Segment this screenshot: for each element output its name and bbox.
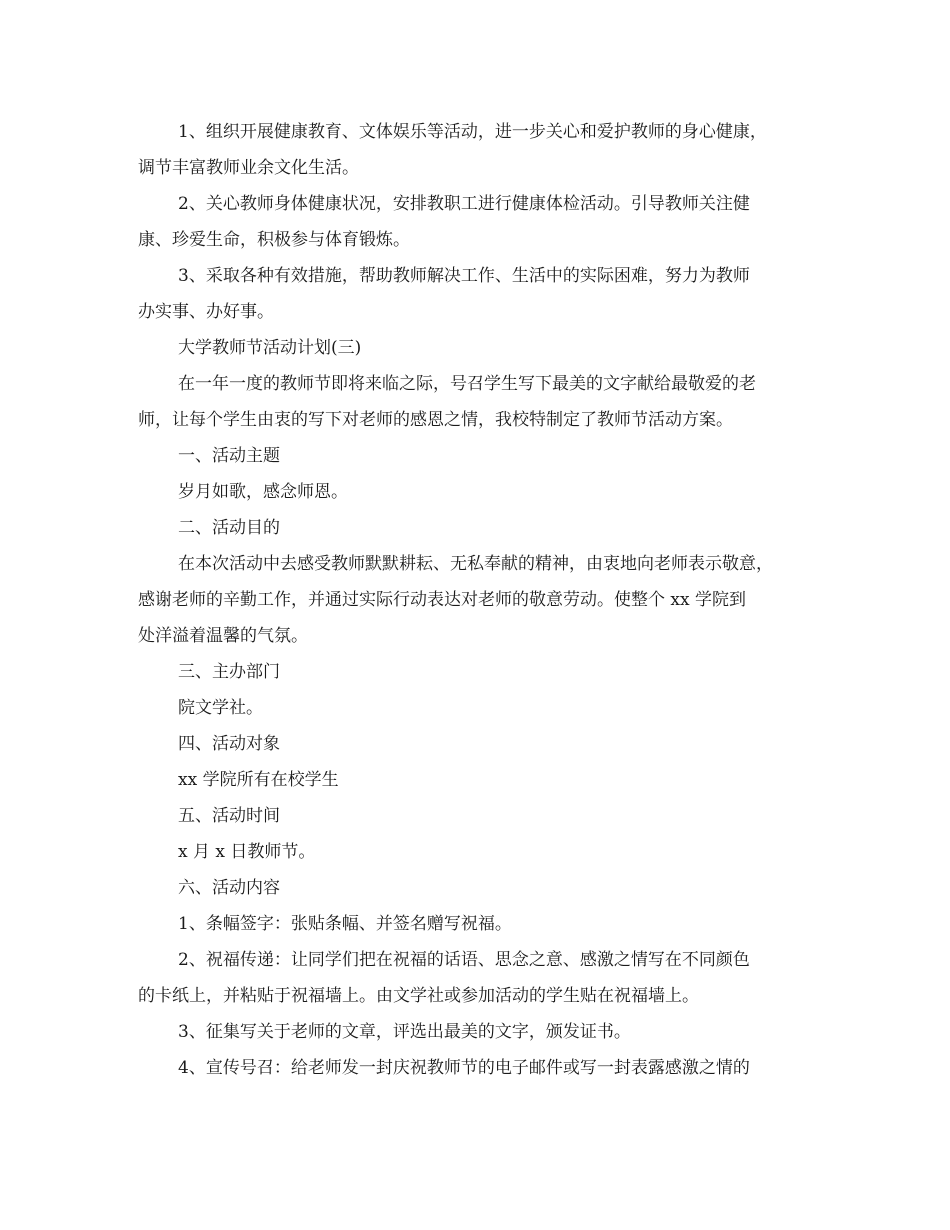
text-line: x 月 x 日教师节。 [178,842,316,862]
text-line: 1、条幅签字：张贴条幅、并签名赠写祝福。 [178,914,512,934]
section-title: 大学教师节活动计划(三) [178,338,362,358]
section-heading: 三、主办部门 [178,662,280,682]
text-line: 4、宣传号召：给老师发一封庆祝教师节的电子邮件或写一封表露感激之情的 [178,1058,750,1078]
section-heading: 二、活动目的 [178,518,280,538]
text-line: 处洋溢着温馨的气氛。 [138,626,308,646]
text-line: 2、关心教师身体健康状况，安排教职工进行健康体检活动。引导教师关注健 [178,194,750,214]
section-heading: 四、活动对象 [178,734,280,754]
text-line: 院文学社。 [178,698,263,718]
section-heading: 五、活动时间 [178,806,280,826]
section-heading: 六、活动内容 [178,878,280,898]
text-line: 师，让每个学生由衷的写下对老师的感恩之情，我校特制定了教师节活动方案。 [138,410,733,430]
text-line: 办实事、办好事。 [138,302,274,322]
text-line: 岁月如歌，感念师恩。 [178,482,348,502]
text-line: 2、祝福传递：让同学们把在祝福的话语、思念之意、感激之情写在不同颜色 [178,950,750,970]
section-heading: 一、活动主题 [178,446,280,466]
text-line: 调节丰富教师业余文化生活。 [138,158,359,178]
text-line: 1、组织开展健康教育、文体娱乐等活动，进一步关心和爱护教师的身心健康， [178,122,767,142]
text-line: xx 学院所有在校学生 [178,770,339,790]
text-line: 3、采取各种有效措施，帮助教师解决工作、生活中的实际困难，努力为教师 [178,266,750,286]
text-line: 在一年一度的教师节即将来临之际，号召学生写下最美的文字献给最敬爱的老 [178,374,756,394]
text-line: 康、珍爱生命，积极参与体育锻炼。 [138,230,410,250]
document-body [138,114,828,1086]
text-line: 在本次活动中去感受教师默默耕耘、无私奉献的精神，由衷地向老师表示敬意， [178,554,773,574]
text-line: 的卡纸上，并粘贴于祝福墙上。由文学社或参加活动的学生贴在祝福墙上。 [138,986,699,1006]
text-line: 3、征集写关于老师的文章，评选出最美的文字，颁发证书。 [178,1022,631,1042]
text-line: 感谢老师的辛勤工作，并通过实际行动表达对老师的敬意劳动。使整个 xx 学院到 [138,590,746,610]
